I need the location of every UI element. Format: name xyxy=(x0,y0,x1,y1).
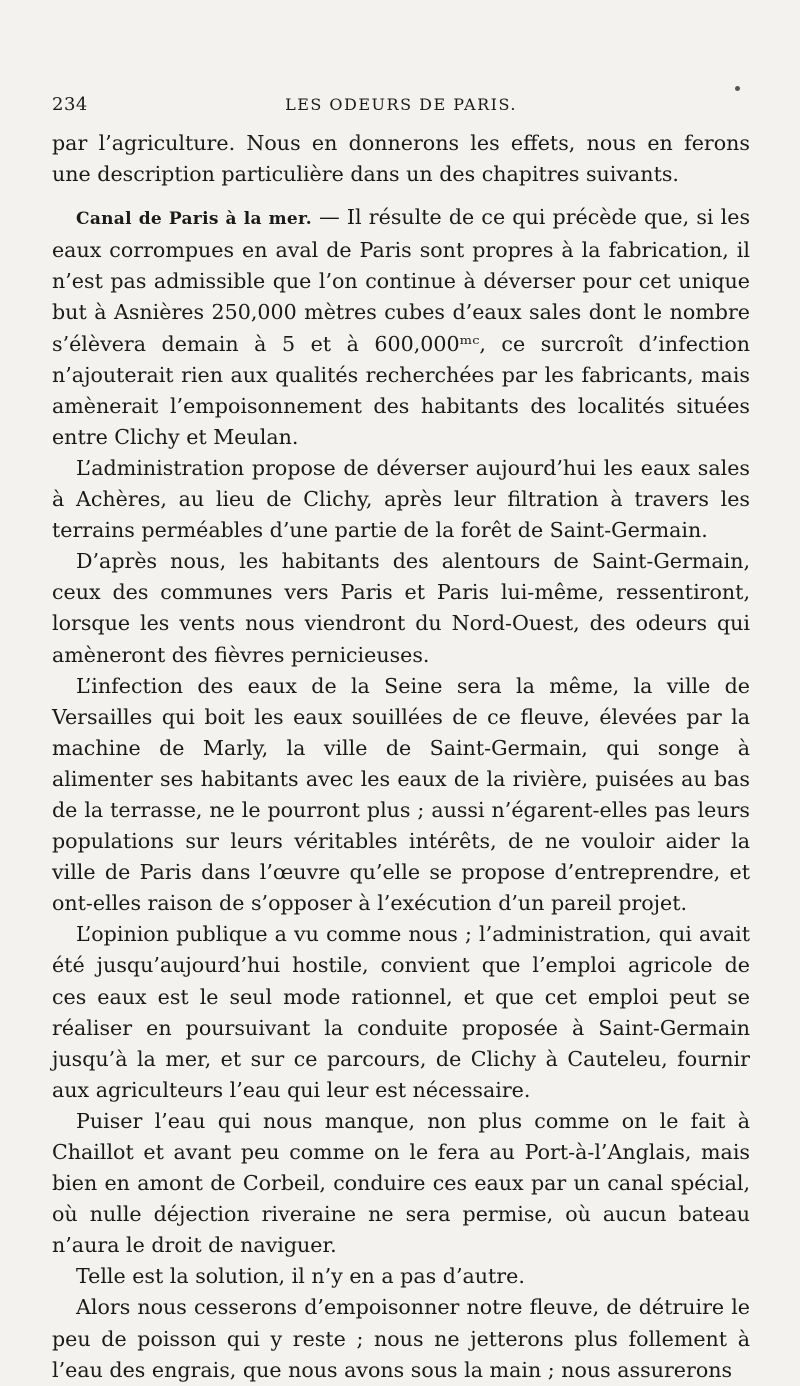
section-gap xyxy=(52,190,750,202)
paragraph-3: L’administration propose de déverser aujourd’hui les eaux sales à Achères, au lieu de Clichy, après leur filtration à travers les terrains perméables d’une partie de la forêt de Saint-Germain. xyxy=(52,455,750,543)
page-header xyxy=(52,94,750,124)
paragraph-7: Puiser l’eau qui nous manque, non plus comme on le fait à Chaillot et avant peu comme on le fera au Port-à-l’Anglais, mais bien en amont de Corbeil, conduire ces eaux par un canal spécial, où nulle déjection riveraine ne sera permise, où aucun bateau n’aura le droit de naviguer. xyxy=(52,1108,750,1258)
paragraph-8: Telle est la solution, il n’y en a pas d’autre. xyxy=(76,1264,525,1289)
paragraph-2-text: — Il résulte de ce qui précède que, si les eaux corrompues en aval de Paris sont propres à la fabrication, il n’est pas admissible que l’on continue à déverser pour cet unique but à Asnières 250,000 mètres cubes d’eaux sales dont le nombre s’élèvera demain à 5 et à 600,000ᵐᶜ, ce surcroît d’infection n’ajouterait rien aux qualités recherchées par les fabricants, mais amènerait l’empoisonnement des habitants des localités situées entre Clichy et Meulan. xyxy=(52,205,751,449)
paragraph-1: par l’agriculture. Nous en donnerons les effets, nous en ferons une description particulière dans un des chapitres suivants. xyxy=(52,131,750,187)
paragraph-4: D’après nous, les habitants des alentours de Saint-Germain, ceux des communes vers Paris et Paris lui-même, ressentiront, lorsque les vents nous viendront du Nord-Ouest, des odeurs qui amèneront des fièvres pernicieuses. xyxy=(52,549,750,667)
running-title: LES ODEURS DE PARIS. xyxy=(285,95,517,114)
section-title: Canal de Paris à la mer. xyxy=(76,209,312,230)
paragraph-6: L’opinion publique a vu comme nous ; l’administration, qui avait été jusqu’aujourd’hui hostile, convient que l’emploi agricole de ces eaux est le seul mode rationnel, et que cet emploi peut se réaliser en poursuivant la conduite proposée à Saint-Germain jusqu’à la mer, et sur ce parcours, de Clichy à Cauteleu, fournir aux agriculteurs l’eau qui leur est nécessaire. xyxy=(52,922,750,1102)
paragraph-5: L’infection des eaux de la Seine sera la même, la ville de Versailles qui boit les eaux souillées de ce fleuve, élevées par la machine de Marly, la ville de Saint-Germain, qui songe à alimenter ses habitants avec les eaux de la rivière, puisées au bas de la terrasse, ne le pourront plus ; aussi n’égarent-elles pas leurs populations sur leurs véritables intérêts, de ne vouloir aider la ville de Paris dans l’œuvre qu’elle se propose d’entreprendre, et ont-elles raison de s’opposer à l’exécution d’un pareil projet. xyxy=(52,673,750,916)
body-text xyxy=(52,128,750,1386)
ink-spot xyxy=(735,86,740,91)
paragraph-2 xyxy=(52,202,750,453)
page-number: 234 xyxy=(52,94,88,115)
paragraph-9: Alors nous cesserons d’empoisonner notre fleuve, de détruire le peu de poisson qui y reste ; nous ne jetterons plus follement à l’eau des engrais, que nous avons sous la main ; nous assurerons xyxy=(52,1295,750,1382)
